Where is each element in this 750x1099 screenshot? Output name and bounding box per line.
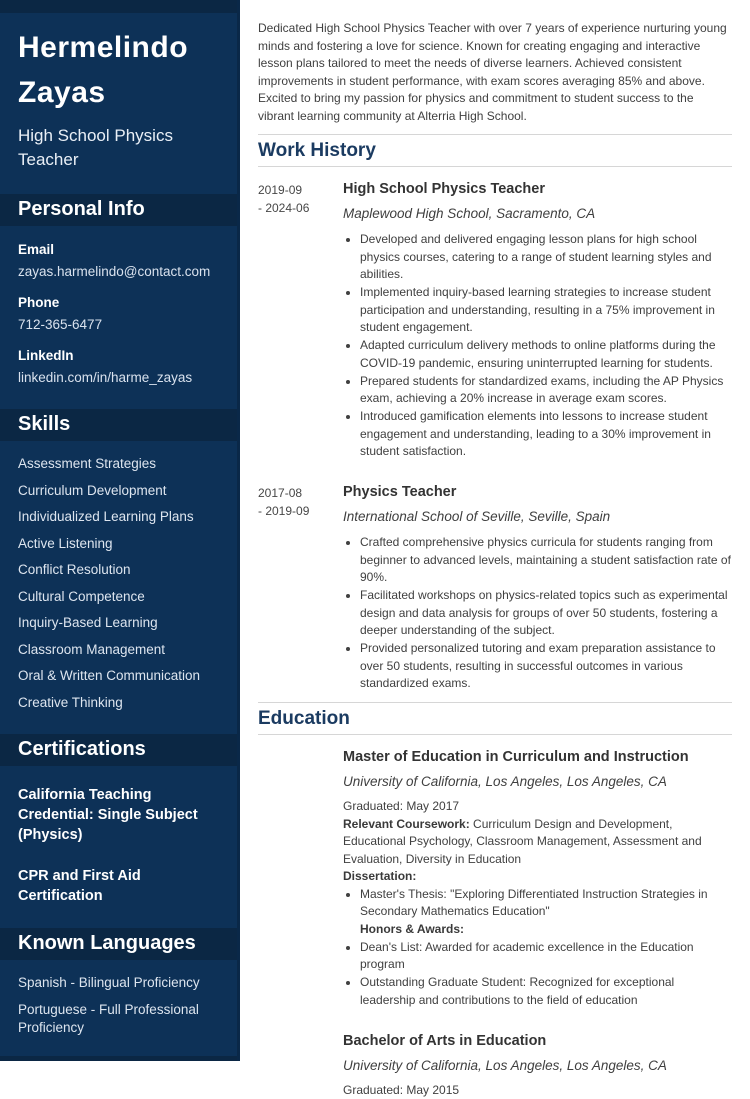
coursework-label: Relevant Coursework: — [343, 817, 470, 831]
personal-info-body — [0, 226, 237, 387]
job-title: High School Physics Teacher — [18, 124, 219, 172]
work-bullet: • Facilitated workshops on physics-related topics such as experimental design and data analysis for groups of over 50 students, fostering a deeper understanding of the subject. — [360, 587, 732, 640]
skill-item: Classroom Management — [18, 641, 219, 659]
degree-details — [343, 798, 732, 1009]
work-entry — [258, 483, 732, 693]
work-entry-company: International School of Seville, Seville, Spain — [343, 508, 732, 526]
email-value: zayas.harmelindo@contact.com — [18, 263, 219, 281]
date-to: - 2024-06 — [258, 200, 343, 218]
degree-title: Master of Education in Curriculum and Instruction — [343, 748, 732, 767]
sidebar-top-strip — [0, 0, 237, 13]
professional-summary: Dedicated High School Physics Teacher with over 7 years of experience nurturing young minds and fostering a love for science. Known for creating engaging and interactive lesson plans tailored to meet the needs of diverse learners. Achieved consistent improvements in student performance, with exam scores averaging 85% and above. Excited to bring my passion for physics and commitment to student success to the vibrant learning community at Alterria High School. — [258, 20, 732, 125]
skill-item: Creative Thinking — [18, 694, 219, 712]
education-entry — [258, 1032, 732, 1099]
divider — [258, 166, 732, 167]
certifications-heading-band — [0, 734, 237, 766]
work-entry-title: High School Physics Teacher — [343, 180, 732, 199]
name-block — [0, 13, 237, 172]
dissertation-label: Dissertation: — [343, 868, 732, 886]
relevant-coursework — [343, 816, 732, 869]
work-entry-title: Physics Teacher — [343, 483, 732, 502]
degree-school: University of California, Los Angeles, Los Angeles, CA — [343, 1057, 732, 1075]
coursework-text: Curriculum Design and Development, Educational Psychology, Classroom Management, Assessment and Evaluation, Diversity in Education — [343, 817, 702, 866]
work-bullet: • Prepared students for standardized exams, including the AP Physics exam, achieving a 20% increase in average exam scores. — [360, 373, 732, 408]
work-bullet: • Introduced gamification elements into lessons to increase student engagement and understanding, leading to a 30% improvement in student satisfaction. — [360, 408, 732, 461]
skill-item: Conflict Resolution — [18, 561, 219, 579]
personal-info-heading-band — [0, 194, 237, 226]
date-to: - 2019-09 — [258, 503, 343, 521]
linkedin-value: linkedin.com/in/harme_zayas — [18, 369, 219, 387]
work-entry — [258, 180, 732, 461]
work-entry-content — [343, 180, 732, 461]
date-from: 2019-09 — [258, 182, 343, 200]
work-bullet: • Adapted curriculum delivery methods to online platforms during the COVID-19 pandemic, ensuring uninterrupted learning for students. — [360, 337, 732, 372]
languages-body — [0, 960, 237, 1037]
dissertation-bullet: • Master's Thesis: "Exploring Differentiated Instruction Strategies in Secondary Mathematics Education" — [360, 886, 732, 921]
education-entry-dates — [258, 1032, 343, 1099]
work-entry-dates — [258, 483, 343, 693]
skill-item: Individualized Learning Plans — [18, 508, 219, 526]
education-entry — [258, 748, 732, 1010]
dissertation-bullets — [343, 886, 732, 921]
divider — [258, 734, 732, 735]
degree-details — [343, 1082, 732, 1099]
date-from: 2017-08 — [258, 485, 343, 503]
personal-info-heading: Personal Info — [18, 198, 145, 220]
languages-heading: Known Languages — [18, 932, 196, 954]
honors-bullet: • Outstanding Graduate Student: Recognized for exceptional leadership and contributions to the field of education — [360, 974, 732, 1009]
degree-title: Bachelor of Arts in Education — [343, 1032, 732, 1051]
contact-field-linkedin — [18, 347, 219, 387]
skill-item: Active Listening — [18, 535, 219, 553]
phone-value: 712-365-6477 — [18, 316, 219, 334]
honors-bullets — [343, 939, 732, 1010]
skill-item: Oral & Written Communication — [18, 667, 219, 685]
language-item: Portuguese - Full Professional Proficiency — [18, 1001, 219, 1037]
education-entry-dates — [258, 748, 343, 1010]
certifications-body — [0, 766, 237, 906]
work-entry-dates — [258, 180, 343, 461]
work-entry-content — [343, 483, 732, 693]
languages-heading-band — [0, 928, 237, 960]
education-entry-content — [343, 1032, 732, 1099]
sidebar-bottom-strip — [0, 1056, 237, 1061]
graduation-date: Graduated: May 2015 — [343, 1082, 732, 1099]
certifications-heading: Certifications — [18, 738, 146, 760]
honors-label: Honors & Awards: — [360, 921, 732, 939]
skills-heading: Skills — [18, 413, 70, 435]
work-entry-bullets — [343, 231, 732, 461]
name-line-2: Zayas — [18, 70, 219, 115]
certification-item: CPR and First Aid Certification — [18, 866, 219, 906]
honors-bullet: • Dean's List: Awarded for academic excellence in the Education program — [360, 939, 732, 974]
contact-field-phone — [18, 294, 219, 334]
work-bullet: • Implemented inquiry-based learning strategies to increase student participation and understanding, resulting in a 75% improvement in student engagement. — [360, 284, 732, 337]
skills-body — [0, 441, 237, 712]
work-entry-bullets — [343, 534, 732, 693]
phone-label: Phone — [18, 294, 219, 312]
divider — [258, 134, 732, 135]
graduation-date: Graduated: May 2017 — [343, 798, 732, 816]
skills-heading-band — [0, 409, 237, 441]
name-line-1: Hermelindo — [18, 25, 219, 70]
work-history-heading: Work History — [258, 136, 732, 165]
skill-item: Curriculum Development — [18, 482, 219, 500]
education-entry-content — [343, 748, 732, 1010]
language-item: Spanish - Bilingual Proficiency — [18, 974, 219, 992]
contact-field-email — [18, 241, 219, 281]
linkedin-label: LinkedIn — [18, 347, 219, 365]
work-bullet: • Developed and delivered engaging lesson plans for high school physics courses, catering to a range of student learning styles and abilities. — [360, 231, 732, 284]
skill-item: Cultural Competence — [18, 588, 219, 606]
education-heading: Education — [258, 704, 732, 733]
main-content — [240, 0, 750, 1061]
certification-item: California Teaching Credential: Single Subject (Physics) — [18, 785, 219, 845]
skill-item: Assessment Strategies — [18, 455, 219, 473]
work-bullet: • Crafted comprehensive physics curricula for students ranging from beginner to advanced levels, maintaining a student satisfaction rate of 90%. — [360, 534, 732, 587]
work-bullet: • Provided personalized tutoring and exam preparation assistance to over 50 students, resulting in successful outcomes in various standardized exams. — [360, 640, 732, 693]
sidebar — [0, 0, 240, 1061]
email-label: Email — [18, 241, 219, 259]
divider — [258, 702, 732, 703]
skill-item: Inquiry-Based Learning — [18, 614, 219, 632]
degree-school: University of California, Los Angeles, Los Angeles, CA — [343, 773, 732, 791]
work-entry-company: Maplewood High School, Sacramento, CA — [343, 205, 732, 223]
